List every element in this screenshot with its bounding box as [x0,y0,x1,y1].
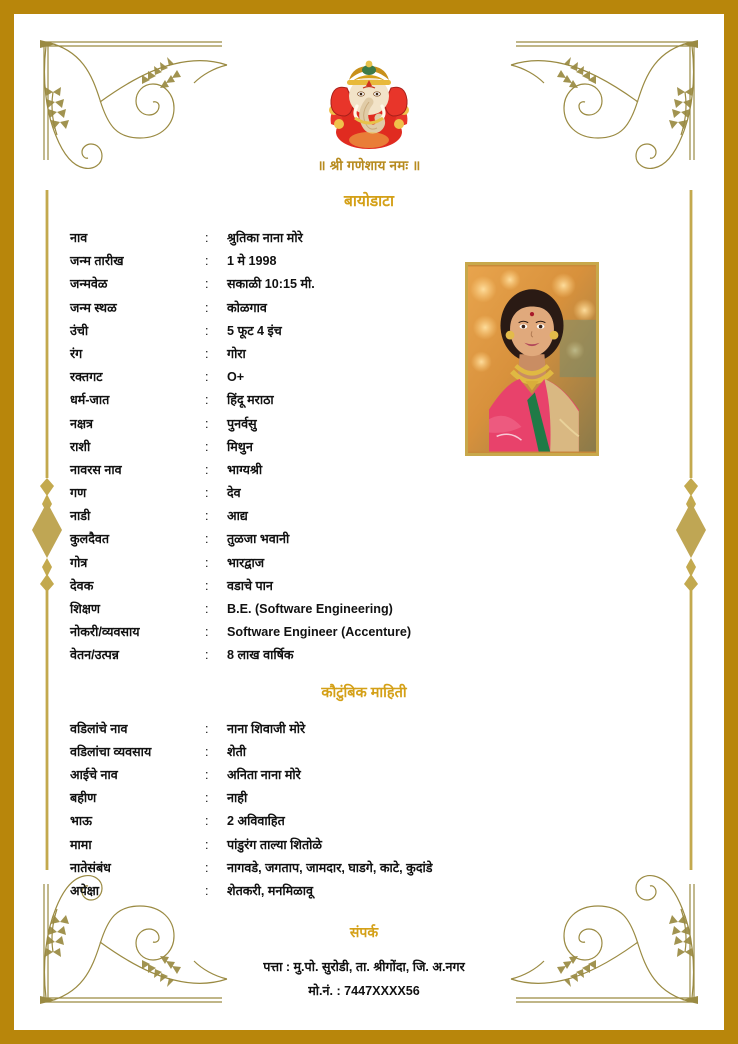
row-separator: : [205,721,209,736]
row-value: नागवडे, जगताप, जामदार, घाडगे, काटे, कुदांडे [227,860,433,875]
row-separator: : [205,578,209,593]
row-value: कोळगाव [227,300,267,315]
row-label: नातेसंबंध [70,860,111,875]
row-label: आईचे नाव [70,767,118,782]
row-value: 5 फूट 4 इंच [227,323,282,338]
row-value: भाग्यश्री [227,462,263,477]
row-separator: : [205,462,209,477]
table-row [70,812,668,835]
table-row [70,507,668,530]
row-value: 8 लाख वार्षिक [227,648,294,663]
row-separator: : [205,439,209,454]
row-value: 1 मे 1998 [227,254,277,269]
row-value: भारद्वाज [227,555,265,570]
row-separator: : [205,555,209,570]
row-value: पांडुरंग ताल्या शितोळे [227,837,322,852]
ganesha-idol-icon [321,48,417,152]
row-separator: : [205,486,209,501]
table-row [70,577,668,600]
row-label: राशी [70,439,91,454]
row-label: वेतन/उत्पन्न [70,648,119,663]
row-label: जन्म स्थळ [70,300,117,315]
row-value: हिंदू मराठा [227,393,274,408]
row-value: वडाचे पान [227,578,273,593]
row-separator: : [205,744,209,759]
table-row [70,345,668,368]
row-separator: : [205,346,209,361]
family-section-title: कौटुंबिक माहिती [321,684,407,701]
row-label: अपेक्षा [70,883,100,898]
table-row [70,743,668,766]
table-row [70,461,668,484]
row-separator: : [205,370,209,385]
table-row [70,484,668,507]
ganesha-image-wrap [70,48,668,152]
row-value: शेती [227,744,247,759]
row-label: भाऊ [70,814,93,829]
row-value: आद्य [227,509,248,524]
table-row [70,252,668,275]
contact-address: पत्ता : मु.पो. सुरोडी, ता. श्रीगोंदा, जि. अ.नगर [263,960,465,975]
row-separator: : [205,254,209,269]
table-row [70,766,668,789]
table-row [70,646,668,669]
table-row [70,530,668,553]
row-label: रक्तगट [70,370,103,385]
table-row [70,600,668,623]
table-row [70,623,668,646]
table-row [70,229,668,252]
row-value: अनिता नाना मोरे [227,767,301,782]
row-value: मिथुन [227,439,253,454]
row-separator: : [205,393,209,408]
table-row [70,299,668,322]
row-label: देवक [70,578,94,593]
contact-phone: मो.नं. : 7447XXXX56 [308,984,420,999]
row-separator: : [205,509,209,524]
table-row [70,554,668,577]
row-label: कुलदैवत [70,532,110,547]
row-label: नोकरी/व्यवसाय [70,625,140,640]
row-separator: : [205,837,209,852]
row-label: गण [70,486,87,501]
row-label: नाव [70,231,88,245]
row-value: Software Engineer (Accenture) [227,625,412,640]
row-separator: : [205,814,209,829]
row-label: नावरस नाव [70,462,122,477]
row-value: B.E. (Software Engineering) [227,602,393,616]
row-separator: : [205,648,209,663]
row-label: नाडी [70,509,91,524]
row-value: गोरा [227,346,246,361]
row-label: रंग [70,346,83,361]
row-separator: : [205,323,209,338]
row-separator: : [205,791,209,806]
row-value: नाना शिवाजी मोरे [227,721,306,736]
row-label: वडिलांचे नाव [70,721,128,736]
row-label: मामा [70,837,92,852]
row-separator: : [205,883,209,898]
row-value: 2 अविवाहित [227,814,285,829]
row-label: धर्म-जात [70,393,110,408]
personal-details-list [70,229,668,670]
row-separator: : [205,231,209,245]
row-label: उंची [70,323,89,338]
row-label: जन्मवेळ [70,277,108,292]
row-separator: : [205,300,209,315]
row-label: गोत्र [70,555,88,570]
family-details-list [70,720,668,906]
table-row [70,720,668,743]
row-value: श्रुतिका नाना मोरे [227,231,303,245]
row-separator: : [205,767,209,782]
row-label: वडिलांचा व्यवसाय [70,744,152,759]
table-row [70,836,668,859]
row-separator: : [205,532,209,547]
table-row [70,275,668,298]
row-separator: : [205,860,209,875]
row-separator: : [205,602,209,616]
table-row [70,322,668,345]
page-title: बायोडाटा [343,193,394,210]
row-value: नाही [227,791,248,806]
table-row [70,391,668,414]
mantra-text: ॥ श्री गणेशाय नमः ॥ [317,158,421,173]
table-row [70,368,668,391]
table-row [70,882,668,905]
biodata-content [70,30,668,999]
table-row [70,859,668,882]
row-label: नक्षत्र [70,416,93,431]
row-separator: : [205,416,209,431]
table-row [70,789,668,812]
row-value: शेतकरी, मनमिळावू [227,883,313,898]
row-separator: : [205,625,209,640]
row-label: बहीण [70,791,97,806]
row-label: जन्म तारीख [70,254,124,269]
row-value: तुळजा भवानी [227,532,290,547]
table-row [70,438,668,461]
row-label: शिक्षण [70,602,100,616]
row-value: O+ [227,370,245,385]
row-value: पुनर्वसु [227,416,257,431]
contact-section-title: संपर्क [349,924,379,941]
row-value: सकाळी 10:15 मी. [227,277,315,292]
row-value: देव [227,486,241,501]
row-separator: : [205,277,209,292]
table-row [70,415,668,438]
